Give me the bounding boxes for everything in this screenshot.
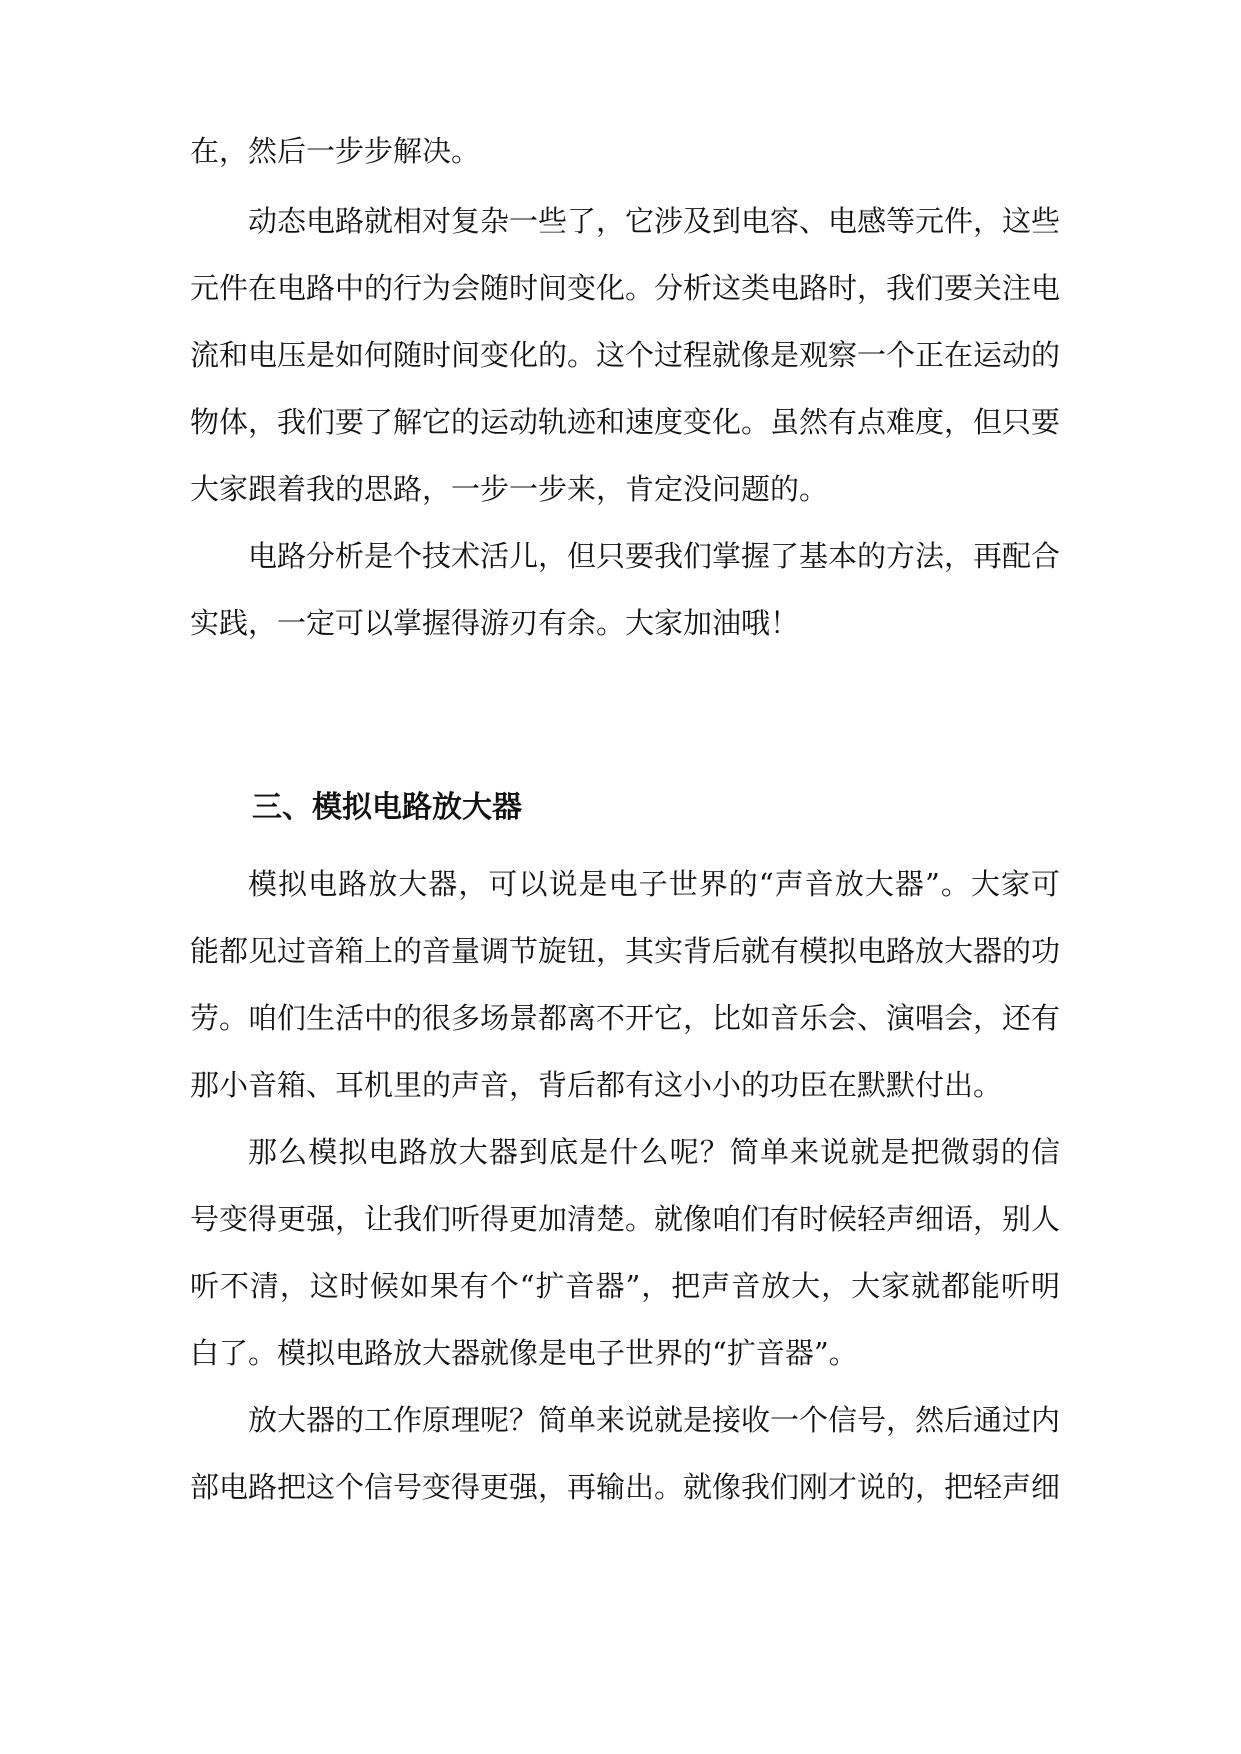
paragraph-line: 部电路把这个信号变得更强，再输出。就像我们刚才说的，把轻声细 xyxy=(190,1470,1061,1504)
paragraph-line: 流和电压是如何随时间变化的。这个过程就像是观察一个正在运动的 xyxy=(190,338,1061,372)
paragraph-line: 动态电路就相对复杂一些了，它涉及到电容、电感等元件，这些 xyxy=(248,204,1061,238)
paragraph-line: 号变得更强，让我们听得更加清楚。就像咱们有时候轻声细语，别人 xyxy=(190,1202,1061,1236)
paragraph-line: 那小音箱、耳机里的声音，背后都有这小小的功臣在默默付出。 xyxy=(190,1068,1003,1102)
paragraph-line: 电路分析是个技术活儿，但只要我们掌握了基本的方法，再配合 xyxy=(248,539,1061,573)
paragraph-line: 元件在电路中的行为会随时间变化。分析这类电路时，我们要关注电 xyxy=(190,271,1061,305)
paragraph-line: 放大器的工作原理呢？简单来说就是接收一个信号，然后通过内 xyxy=(248,1403,1061,1437)
paragraph-line: 听不清，这时候如果有个“扩音器”，把声音放大，大家就都能听明 xyxy=(190,1269,1060,1303)
section-heading: 三、模拟电路放大器 xyxy=(252,790,522,825)
paragraph-line: 在，然后一步步解决。 xyxy=(190,134,481,168)
paragraph-line: 能都见过音箱上的音量调节旋钮，其实背后就有模拟电路放大器的功 xyxy=(190,934,1061,968)
paragraph-line: 物体，我们要了解它的运动轨迹和速度变化。虽然有点难度，但只要 xyxy=(190,405,1061,439)
paragraph-line: 大家跟着我的思路，一步一步来，肯定没问题的。 xyxy=(190,472,829,506)
paragraph-line: 实践，一定可以掌握得游刃有余。大家加油哦！ xyxy=(190,606,800,640)
paragraph-line: 劳。咱们生活中的很多场景都离不开它，比如音乐会、演唱会，还有 xyxy=(190,1001,1061,1035)
paragraph-line: 白了。模拟电路放大器就像是电子世界的“扩音器”。 xyxy=(190,1336,858,1370)
paragraph-line: 那么模拟电路放大器到底是什么呢？简单来说就是把微弱的信 xyxy=(248,1135,1060,1169)
paragraph-line: 模拟电路放大器，可以说是电子世界的“声音放大器”。大家可 xyxy=(248,867,1060,901)
